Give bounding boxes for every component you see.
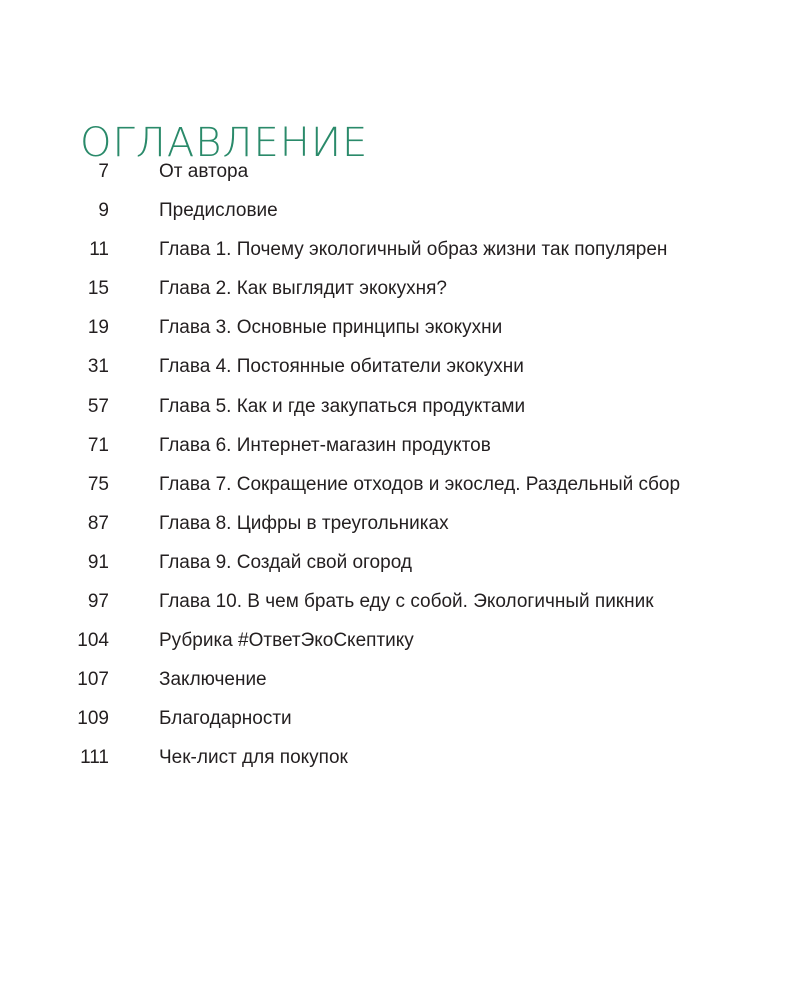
toc-entry: [0, 426, 800, 465]
toc-page-number: 7: [98, 161, 109, 182]
toc-entry: [0, 465, 800, 504]
toc-entry-title: Глава 10. В чем брать еду с собой. Экологичный пикник: [159, 591, 654, 613]
toc-page-number: 71: [87, 434, 109, 456]
toc-entry: [0, 699, 800, 738]
toc-entry: [0, 152, 800, 191]
toc-page-number: 9: [98, 200, 109, 222]
toc-entry-title: Предисловие: [159, 200, 278, 222]
toc-entry: [0, 269, 800, 308]
toc-page-number: 107: [77, 669, 109, 691]
toc-entry-title: Рубрика #ОтветЭкоСкептику: [159, 630, 414, 652]
toc-entry: [0, 387, 800, 426]
toc-page-number: 104: [77, 630, 109, 652]
toc-page-number: 75: [87, 473, 109, 495]
toc-page-number: 109: [77, 708, 109, 730]
toc-entry-title: Чек-лист для покупок: [159, 747, 348, 769]
toc-entry: [0, 543, 800, 582]
toc-entry: [0, 230, 800, 269]
toc-entry-title: Глава 2. Как выглядит экокухня?: [159, 278, 447, 300]
toc-entry-title: Глава 6. Интернет-магазин продуктов: [159, 434, 491, 456]
page-title: ОГЛАВЛЕНИЕ: [80, 119, 369, 166]
toc-entry: [0, 660, 800, 699]
toc-entry: [0, 621, 800, 660]
toc-entry: [0, 347, 800, 386]
toc-entry: [0, 308, 800, 347]
toc-page-number: 91: [87, 551, 109, 573]
toc-page-number: 19: [87, 317, 109, 339]
toc-page-number: 57: [87, 395, 109, 417]
toc-page-number: 111: [80, 747, 109, 769]
toc-entry-title: Глава 8. Цифры в треугольниках: [159, 512, 449, 534]
toc-entry-title: Глава 1. Почему экологичный образ жизни так популярен: [159, 239, 668, 261]
toc-page-number: 87: [87, 512, 109, 534]
toc-entry-title: Глава 9. Создай свой огород: [159, 551, 412, 573]
toc-entry-title: Глава 4. Постоянные обитатели экокухни: [159, 356, 524, 378]
toc-page-number: 97: [87, 591, 109, 613]
toc-entry: [0, 582, 800, 621]
toc-entry-title: Глава 7. Сокращение отходов и экослед. Раздельный сбор: [159, 473, 681, 495]
toc-entry-title: Благодарности: [159, 708, 292, 730]
toc-entry-title: Глава 3. Основные принципы экокухни: [159, 317, 503, 339]
toc-entry-title: Заключение: [159, 669, 267, 691]
toc-entry: [0, 738, 800, 777]
toc-page-number: 11: [89, 239, 109, 261]
toc-entry-title: От автора: [159, 161, 249, 182]
table-of-contents: [0, 152, 800, 778]
toc-entry: [0, 191, 800, 230]
toc-entry: [0, 504, 800, 543]
toc-entry-title: Глава 5. Как и где закупаться продуктами: [159, 395, 526, 417]
toc-page-number: 15: [87, 278, 109, 300]
toc-page-number: 31: [87, 356, 109, 378]
